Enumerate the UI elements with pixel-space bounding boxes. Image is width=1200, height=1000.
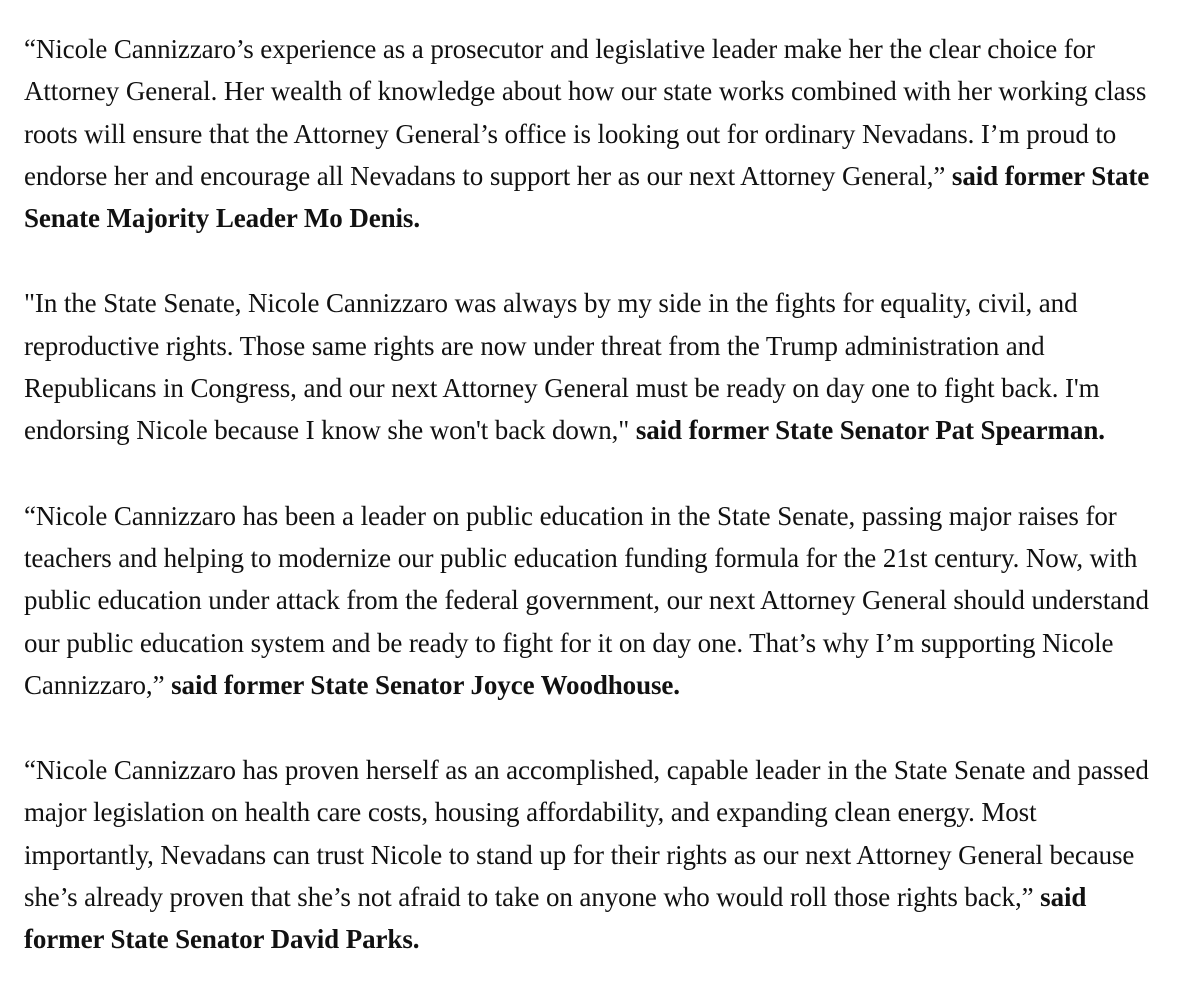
quote-attribution: said former State Senate Majority Leader Mo Denis. [24,160,1150,234]
quote-text: "In the State Senate, Nicole Cannizzaro was always by my side in the fights for equality, civil, and reproductive rights. Those same rights are now under threat from the Trump administration and Republicans in Congress, and our next Attorney General must be ready on day one to fight back. I'm endorsing Nicole because I know she won't back down," [24,288,1100,446]
quote-text: “Nicole Cannizzaro has been a leader on public education in the State Senate, passing major raises for teachers and helping to modernize our public education funding formula for the 21st century. Now, with public education under attack from the federal government, our next Attorney General should understand our public education system and be ready to fight for it on day one. That’s why I’m supporting Nicole Cannizzaro,” [24,500,1149,700]
quote-text: “Nicole Cannizzaro’s experience as a prosecutor and legislative leader make her the clear choice for Attorney General. Her wealth of knowledge about how our state works combined with her working class roots will ensure that the Attorney General’s office is looking out for ordinary Nevadans. I’m proud to endorse her and encourage all Nevadans to support her as our next Attorney General,” [24,34,1147,191]
quote-attribution: said former State Senator Pat Spearman. [635,415,1105,446]
endorsement-quote-david-parks [24,749,1170,960]
endorsement-quote-mo-denis [24,28,1170,239]
endorsement-quote-joyce-woodhouse [24,495,1170,706]
endorsement-quote-pat-spearman [24,282,1170,451]
quote-attribution: said former State Senator David Parks. [24,882,1087,955]
quote-attribution: said former State Senator Joyce Woodhouse. [171,669,680,700]
quote-text: “Nicole Cannizzaro has proven herself as an accomplished, capable leader in the State Senate and passed major legislation on health care costs, housing affordability, and expanding clean energy. Most importantly, Nevadans can trust Nicole to stand up for their rights as our next Attorney General because she’s already proven that she’s not afraid to take on anyone who would roll those rights back,” [24,755,1149,913]
